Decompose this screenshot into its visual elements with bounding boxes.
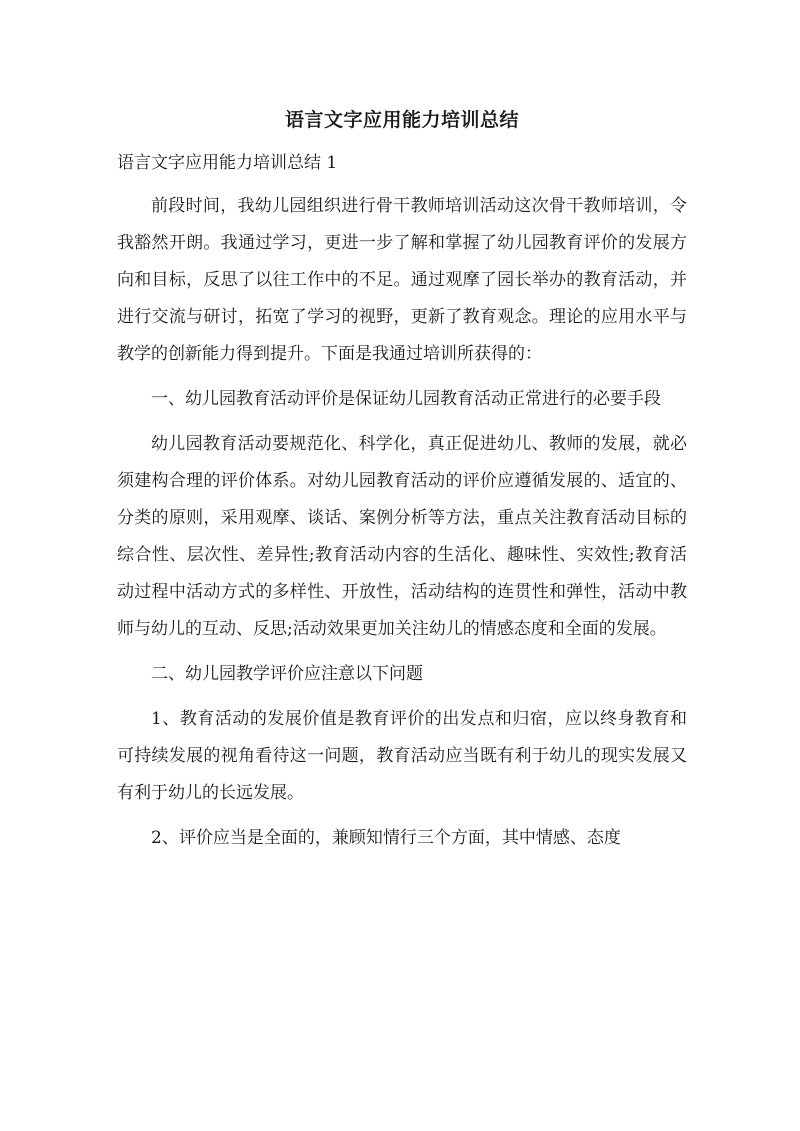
paragraph-section-1: 幼儿园教育活动要规范化、科学化，真正促进幼儿、教师的发展，就必须建构合理的评价体系。对幼儿园教育活动的评价应遵循发展的、适宜的、分类的原则，采用观摩、谈话、案例分析等方法，重点关注教育活动目标的综合性、层次性、差异性;教育活动内容的生活化、趣味性、实效性;教育活动过程中活动方式的多样性、开放性，活动结构的连贯性和弹性，活动中教师与幼儿的互动、反思;活动效果更加关注幼儿的情感态度和全面的发展。 xyxy=(117,434,687,639)
paragraph-point-2: 2、评价应当是全面的，兼顾知情行三个方面，其中情感、态度 xyxy=(151,828,621,848)
document-page xyxy=(117,100,687,865)
paragraph-point-1: 1、教育活动的发展价值是教育评价的出发点和归宿，应以终身教育和可持续发展的视角看待这一问题，教育活动应当既有利于幼儿的现实发展又有利于幼儿的长远发展。 xyxy=(117,709,687,803)
paragraph-intro: 前段时间，我幼儿园组织进行骨干教师培训活动这次骨干教师培训，令我豁然开朗。我通过学习，更进一步了解和掌握了幼儿园教育评价的发展方向和目标，反思了以往工作中的不足。通过观摩了园长举办的教育活动，并进行交流与研讨，拓宽了学习的视野，更新了教育观念。理论的应用水平与教学的创新能力得到提升。下面是我通过培训所获得的： xyxy=(117,196,687,364)
document-title: 语言文字应用能力培训总结 xyxy=(284,109,519,131)
heading-section-2: 二、幼儿园教学评价应注意以下问题 xyxy=(151,664,423,684)
document-subtitle: 语言文字应用能力培训总结 1 xyxy=(117,153,338,173)
heading-section-1: 一、幼儿园教育活动评价是保证幼儿园教育活动正常进行的必要手段 xyxy=(151,389,661,409)
